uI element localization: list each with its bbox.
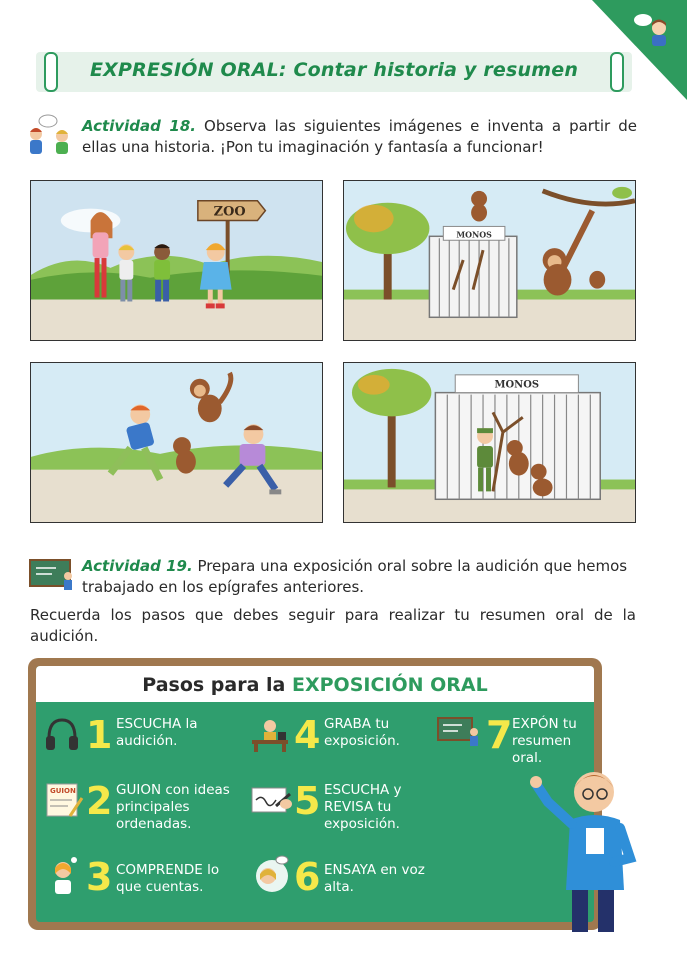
speaking-kids-icon bbox=[26, 114, 74, 156]
steps-board bbox=[28, 658, 602, 930]
step-3-number: 3 bbox=[86, 855, 113, 899]
step-5-number: 5 bbox=[294, 779, 321, 823]
monkey-chase-illustration bbox=[31, 363, 322, 522]
speaking-boy-icon bbox=[633, 12, 673, 46]
presentation-icon bbox=[28, 558, 76, 592]
board-title-highlight: EXPOSICIÓN ORAL bbox=[291, 674, 488, 696]
activity-19-instructions bbox=[82, 556, 637, 598]
zoo-walk-illustration bbox=[31, 181, 322, 340]
story-panel-3 bbox=[30, 362, 323, 523]
section-banner bbox=[36, 52, 632, 92]
step-1-text: ESCUCHA la audición. bbox=[116, 716, 198, 749]
guion-paper-label: GUION bbox=[50, 787, 76, 795]
step-4-text: GRABA tu exposición. bbox=[324, 716, 400, 749]
step-3-text: COMPRENDE lo que cuentas. bbox=[116, 862, 220, 895]
board-surface bbox=[36, 666, 594, 922]
story-panel-2 bbox=[343, 180, 636, 341]
monos-sign-label-1: MONOS bbox=[456, 230, 492, 240]
step-4-number: 4 bbox=[294, 713, 321, 757]
blackboard-talk-icon bbox=[436, 716, 480, 748]
rehearse-girl-icon bbox=[250, 854, 292, 894]
reminder-text: Recuerda los pasos que debes seguir para realizar tu resumen oral de la audición. bbox=[30, 606, 636, 645]
activity-18-label: Actividad 18. bbox=[82, 117, 196, 135]
story-panel-1 bbox=[30, 180, 323, 341]
activity-18-text: Observa las siguientes imágenes e inventa a partir de ellas una historia. ¡Pon tu imaginación y fantasía a funcionar! bbox=[82, 117, 637, 156]
step-5-text: ESCUCHA y REVISA tu exposición. bbox=[324, 782, 402, 832]
activity-19-text: Prepara una exposición oral sobre la audición que hemos trabajado en los epígrafes anteriores. bbox=[82, 557, 628, 596]
monos-sign-label-2: MONOS bbox=[494, 379, 540, 391]
step-2-number: 2 bbox=[86, 779, 113, 823]
writing-hand-icon bbox=[250, 784, 292, 818]
zoo-sign-label: ZOO bbox=[213, 204, 246, 220]
thinking-girl-icon bbox=[46, 856, 80, 894]
step-1-number: 1 bbox=[86, 713, 113, 757]
keeper-cage-illustration bbox=[344, 363, 635, 522]
step-6-text: ENSAYA en voz alta. bbox=[324, 862, 425, 895]
recording-desk-icon bbox=[250, 716, 290, 752]
board-title bbox=[36, 674, 594, 696]
activity-18-instructions bbox=[82, 116, 637, 158]
activity-19-label: Actividad 19. bbox=[82, 557, 193, 575]
banner-bracket-right bbox=[610, 52, 624, 92]
story-panel-4 bbox=[343, 362, 636, 523]
step-7-text: EXPÓN tu resumen oral. bbox=[512, 716, 577, 766]
script-paper-icon bbox=[44, 780, 84, 820]
pointing-teacher-icon bbox=[526, 762, 638, 932]
step-7-number: 7 bbox=[486, 713, 513, 757]
section-title: EXPRESIÓN ORAL: Contar historia y resumen bbox=[89, 59, 579, 81]
monkeys-escape-illustration bbox=[344, 181, 635, 340]
step-2-text: GUION con ideas principales ordenadas. bbox=[116, 782, 230, 832]
board-header bbox=[36, 666, 594, 702]
board-title-prefix: Pasos para la bbox=[142, 674, 292, 696]
headphones-icon bbox=[44, 716, 80, 752]
step-6-number: 6 bbox=[294, 855, 321, 899]
